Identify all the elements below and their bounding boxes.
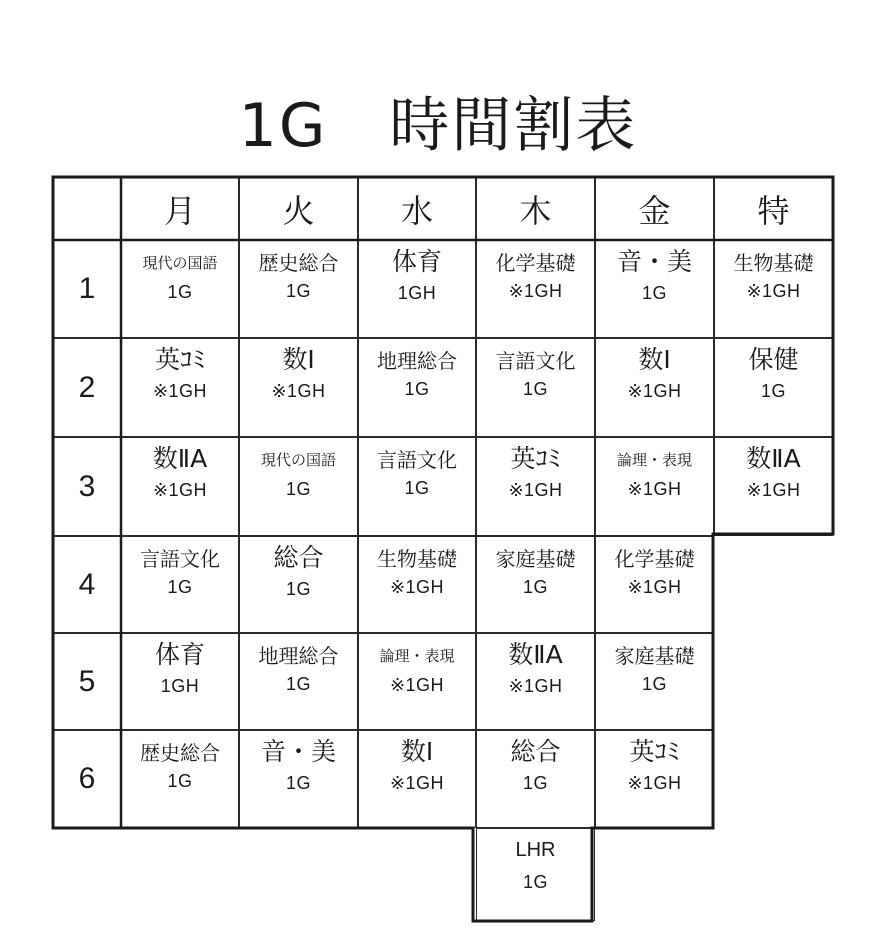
class-group: ※1GH	[746, 281, 801, 301]
period-label: 1	[53, 240, 121, 338]
subject-name: 言語文化	[377, 448, 457, 472]
subject-name: 総合	[273, 543, 324, 572]
corner-cell	[53, 177, 121, 240]
day-header: 火	[239, 177, 358, 240]
lesson-cell	[358, 338, 476, 437]
lesson-cell	[121, 338, 239, 437]
lesson-cell	[595, 240, 714, 338]
subject-name: 現代の国語	[142, 254, 218, 272]
lesson-cell	[476, 437, 595, 536]
class-group: ※1GH	[627, 380, 682, 401]
subject-name: 歴史総合	[258, 251, 339, 275]
subject-name: 保健	[748, 345, 799, 374]
class-group: 1G	[285, 674, 311, 694]
class-group: 1G	[522, 379, 548, 399]
subject-name: 英ｺﾐ	[154, 345, 205, 374]
lesson-cell	[476, 240, 595, 338]
lesson-cell	[476, 730, 595, 828]
subject-name: 言語文化	[495, 349, 576, 373]
class-group: ※1GH	[271, 380, 326, 401]
subject-name: 地理総合	[258, 644, 339, 668]
class-group: 1G	[641, 282, 667, 303]
class-group: ※1GH	[389, 577, 445, 597]
lesson-cell	[595, 437, 714, 536]
lesson-cell	[121, 633, 239, 730]
subject-name: 総合	[510, 737, 561, 766]
subject-name: 体育	[391, 247, 442, 276]
period-label: 3	[53, 437, 121, 536]
day-header: 金	[595, 177, 714, 240]
lesson-cell	[121, 536, 239, 633]
lesson-cell	[595, 536, 714, 633]
lesson-cell	[476, 536, 595, 633]
class-group: ※1GH	[389, 772, 445, 793]
lesson-cell	[121, 240, 239, 338]
subject-name: 論理・表現	[616, 451, 692, 469]
lesson-cell	[121, 730, 239, 828]
subject-name: 音・美	[616, 247, 692, 276]
subject-name: 化学基礎	[614, 547, 695, 571]
subject-name: 現代の国語	[260, 451, 336, 469]
class-group: ※1GH	[152, 479, 208, 500]
lesson-cell	[595, 338, 714, 437]
lesson-cell	[239, 437, 358, 536]
lesson-cell	[358, 437, 476, 536]
class-group: 1G	[760, 380, 786, 401]
subject-name: 言語文化	[140, 547, 220, 571]
class-group: 1G	[404, 478, 430, 498]
subject-name: 歴史総合	[140, 741, 220, 765]
class-group: ※1GH	[627, 577, 682, 597]
class-group: ※1GH	[508, 281, 563, 301]
class-group: ※1GH	[389, 675, 445, 696]
class-group: ※1GH	[627, 772, 682, 793]
lesson-cell	[358, 730, 476, 828]
period-label: 2	[53, 338, 121, 437]
subject-name: 家庭基礎	[614, 644, 695, 668]
subject-name: 体育	[154, 640, 205, 669]
subject-name: 生物基礎	[377, 547, 457, 571]
class-group: 1GH	[160, 675, 200, 696]
class-group: 1G	[404, 379, 430, 399]
lesson-cell	[714, 240, 833, 338]
subject-name: 英ｺﾐ	[510, 444, 561, 473]
class-group: 1G	[522, 772, 548, 793]
day-header: 木	[476, 177, 595, 240]
day-header: 水	[358, 177, 476, 240]
lesson-cell	[239, 536, 358, 633]
period-label: 5	[53, 633, 121, 730]
lesson-cell	[476, 633, 595, 730]
class-group: 1G	[522, 577, 548, 597]
class-group: 1G	[285, 578, 311, 599]
subject-name: 地理総合	[377, 349, 457, 373]
class-group: 1G	[167, 282, 193, 303]
class-group: 1G	[167, 577, 193, 597]
class-group: 1G	[641, 674, 667, 694]
lesson-cell	[595, 633, 714, 730]
class-group: 1G	[285, 479, 311, 500]
lesson-cell	[358, 536, 476, 633]
subject-name: 数ⅡA	[746, 444, 801, 473]
class-group: ※1GH	[152, 380, 208, 401]
subject-name: 数ⅡA	[508, 640, 563, 669]
lesson-cell	[595, 730, 714, 828]
lesson-cell	[476, 338, 595, 437]
class-group: 1G	[522, 872, 548, 892]
class-group: ※1GH	[746, 479, 801, 500]
class-group: 1G	[285, 281, 311, 301]
subject-name: 数Ⅰ	[400, 737, 434, 766]
lesson-cell	[239, 633, 358, 730]
class-group: 1GH	[397, 282, 437, 303]
lesson-cell	[358, 633, 476, 730]
subject-name: 数Ⅰ	[638, 345, 671, 374]
subject-name: 音・美	[260, 737, 336, 766]
subject-name: 論理・表現	[379, 647, 455, 665]
lesson-cell	[239, 730, 358, 828]
class-group: ※1GH	[508, 675, 563, 696]
subject-name: 生物基礎	[733, 251, 814, 275]
subject-name: 家庭基礎	[495, 547, 576, 571]
subject-name: 英ｺﾐ	[629, 737, 680, 766]
subject-name: 化学基礎	[495, 251, 576, 275]
lhr-cell	[476, 828, 595, 921]
class-group: 1G	[285, 772, 311, 793]
lesson-cell	[714, 437, 833, 536]
lesson-cell	[121, 437, 239, 536]
subject-name: LHR	[515, 839, 556, 861]
period-label: 4	[53, 536, 121, 633]
class-group: ※1GH	[627, 479, 682, 500]
period-label: 6	[53, 730, 121, 828]
page-title: 1G 時間割表	[238, 91, 638, 161]
subject-name: 数ⅡA	[152, 444, 208, 473]
subject-name: 数Ⅰ	[282, 345, 315, 374]
lesson-cell	[239, 338, 358, 437]
class-group: ※1GH	[508, 479, 563, 500]
lesson-cell	[358, 240, 476, 338]
lesson-cell	[714, 338, 833, 437]
day-header: 月	[121, 177, 239, 240]
class-group: 1G	[167, 771, 193, 791]
day-header: 特	[714, 177, 833, 240]
lesson-cell	[239, 240, 358, 338]
